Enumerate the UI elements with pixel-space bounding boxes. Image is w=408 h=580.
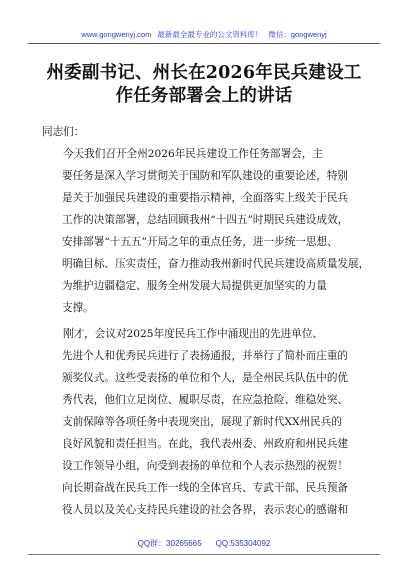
paragraph-1-line: 工作的决策部署，总结回顾我州“十四五”时期民兵建设成效， xyxy=(62,214,349,226)
paragraph-1-line: 是关于加强民兵建设的重要指示精神，全面落实上级关于民兵 xyxy=(62,192,349,204)
title-line-1: 州委副书记、州长在2026年民兵建设工 xyxy=(46,63,362,83)
footer-divider xyxy=(28,554,380,555)
page-header xyxy=(0,30,408,40)
qq-group: QQ群：30265665 xyxy=(137,539,202,548)
site-link[interactable]: www.gongwenyj.com xyxy=(81,30,152,39)
header-wechat: 微信：gongwenyj xyxy=(268,30,327,39)
paragraph-1-line: 今天我们召开全州2026年民兵建设工作任务部署会，主 xyxy=(63,148,324,160)
paragraph-1-line: 要任务是深入学习贯彻关于国防和军队建设的重要论述，特别 xyxy=(62,170,349,182)
paragraph-2-line: 刚才，会议对2025年度民兵工作中涌现出的先进单位、 xyxy=(63,328,324,340)
paragraph-2-line: 向长期奋战在民兵工作一线的全体官兵、专武干部、民兵预备 xyxy=(62,482,349,494)
header-divider xyxy=(28,43,380,44)
title-line-2: 作任务部署会上的讲话 xyxy=(115,86,293,106)
document-body xyxy=(42,121,370,521)
paragraph-2-line: 先进个人和优秀民兵进行了表扬通报，并举行了简朴而庄重的 xyxy=(62,350,349,362)
paragraph-1-line: 安排部署“十五五”开局之年的重点任务，进一步统一思想、 xyxy=(62,236,338,248)
greeting: 同志们： xyxy=(42,126,85,138)
page-footer xyxy=(0,538,408,550)
paragraph-1-line: 明确目标、压实责任，奋力推动我州新时代民兵建设高质量发展， xyxy=(62,258,370,270)
paragraph-2-line: 良好风貌和责任担当。在此，我代表州委、州政府和州民兵建 xyxy=(62,438,349,450)
qq-contact: QQ:535304092 xyxy=(215,539,271,548)
paragraph-2-line: 役人员以及关心支持民兵建设的社会各界，表示衷心的感谢和 xyxy=(62,504,349,516)
paragraph-1-line: 为维护边疆稳定、服务全州发展大局提供更加坚实的力量 xyxy=(62,280,327,292)
document-title xyxy=(20,62,388,108)
paragraph-2-line: 支前保障等各项任务中表现突出，展现了新时代XX州民兵的 xyxy=(62,416,342,428)
paragraph-2-line: 颁奖仪式。这些受表扬的单位和个人，是全州民兵队伍中的优 xyxy=(62,372,349,384)
paragraph-2-line: 秀代表，他们立足岗位、履职尽责，在应急抢险、维稳处突、 xyxy=(62,394,349,406)
header-tagline: 最新最全最专业的公文资料库！ xyxy=(157,30,263,39)
paragraph-2-line: 设工作领导小组，向受到表扬的单位和个人表示热烈的祝贺！ xyxy=(62,460,349,472)
paragraph-1-line: 支撑。 xyxy=(62,302,94,314)
